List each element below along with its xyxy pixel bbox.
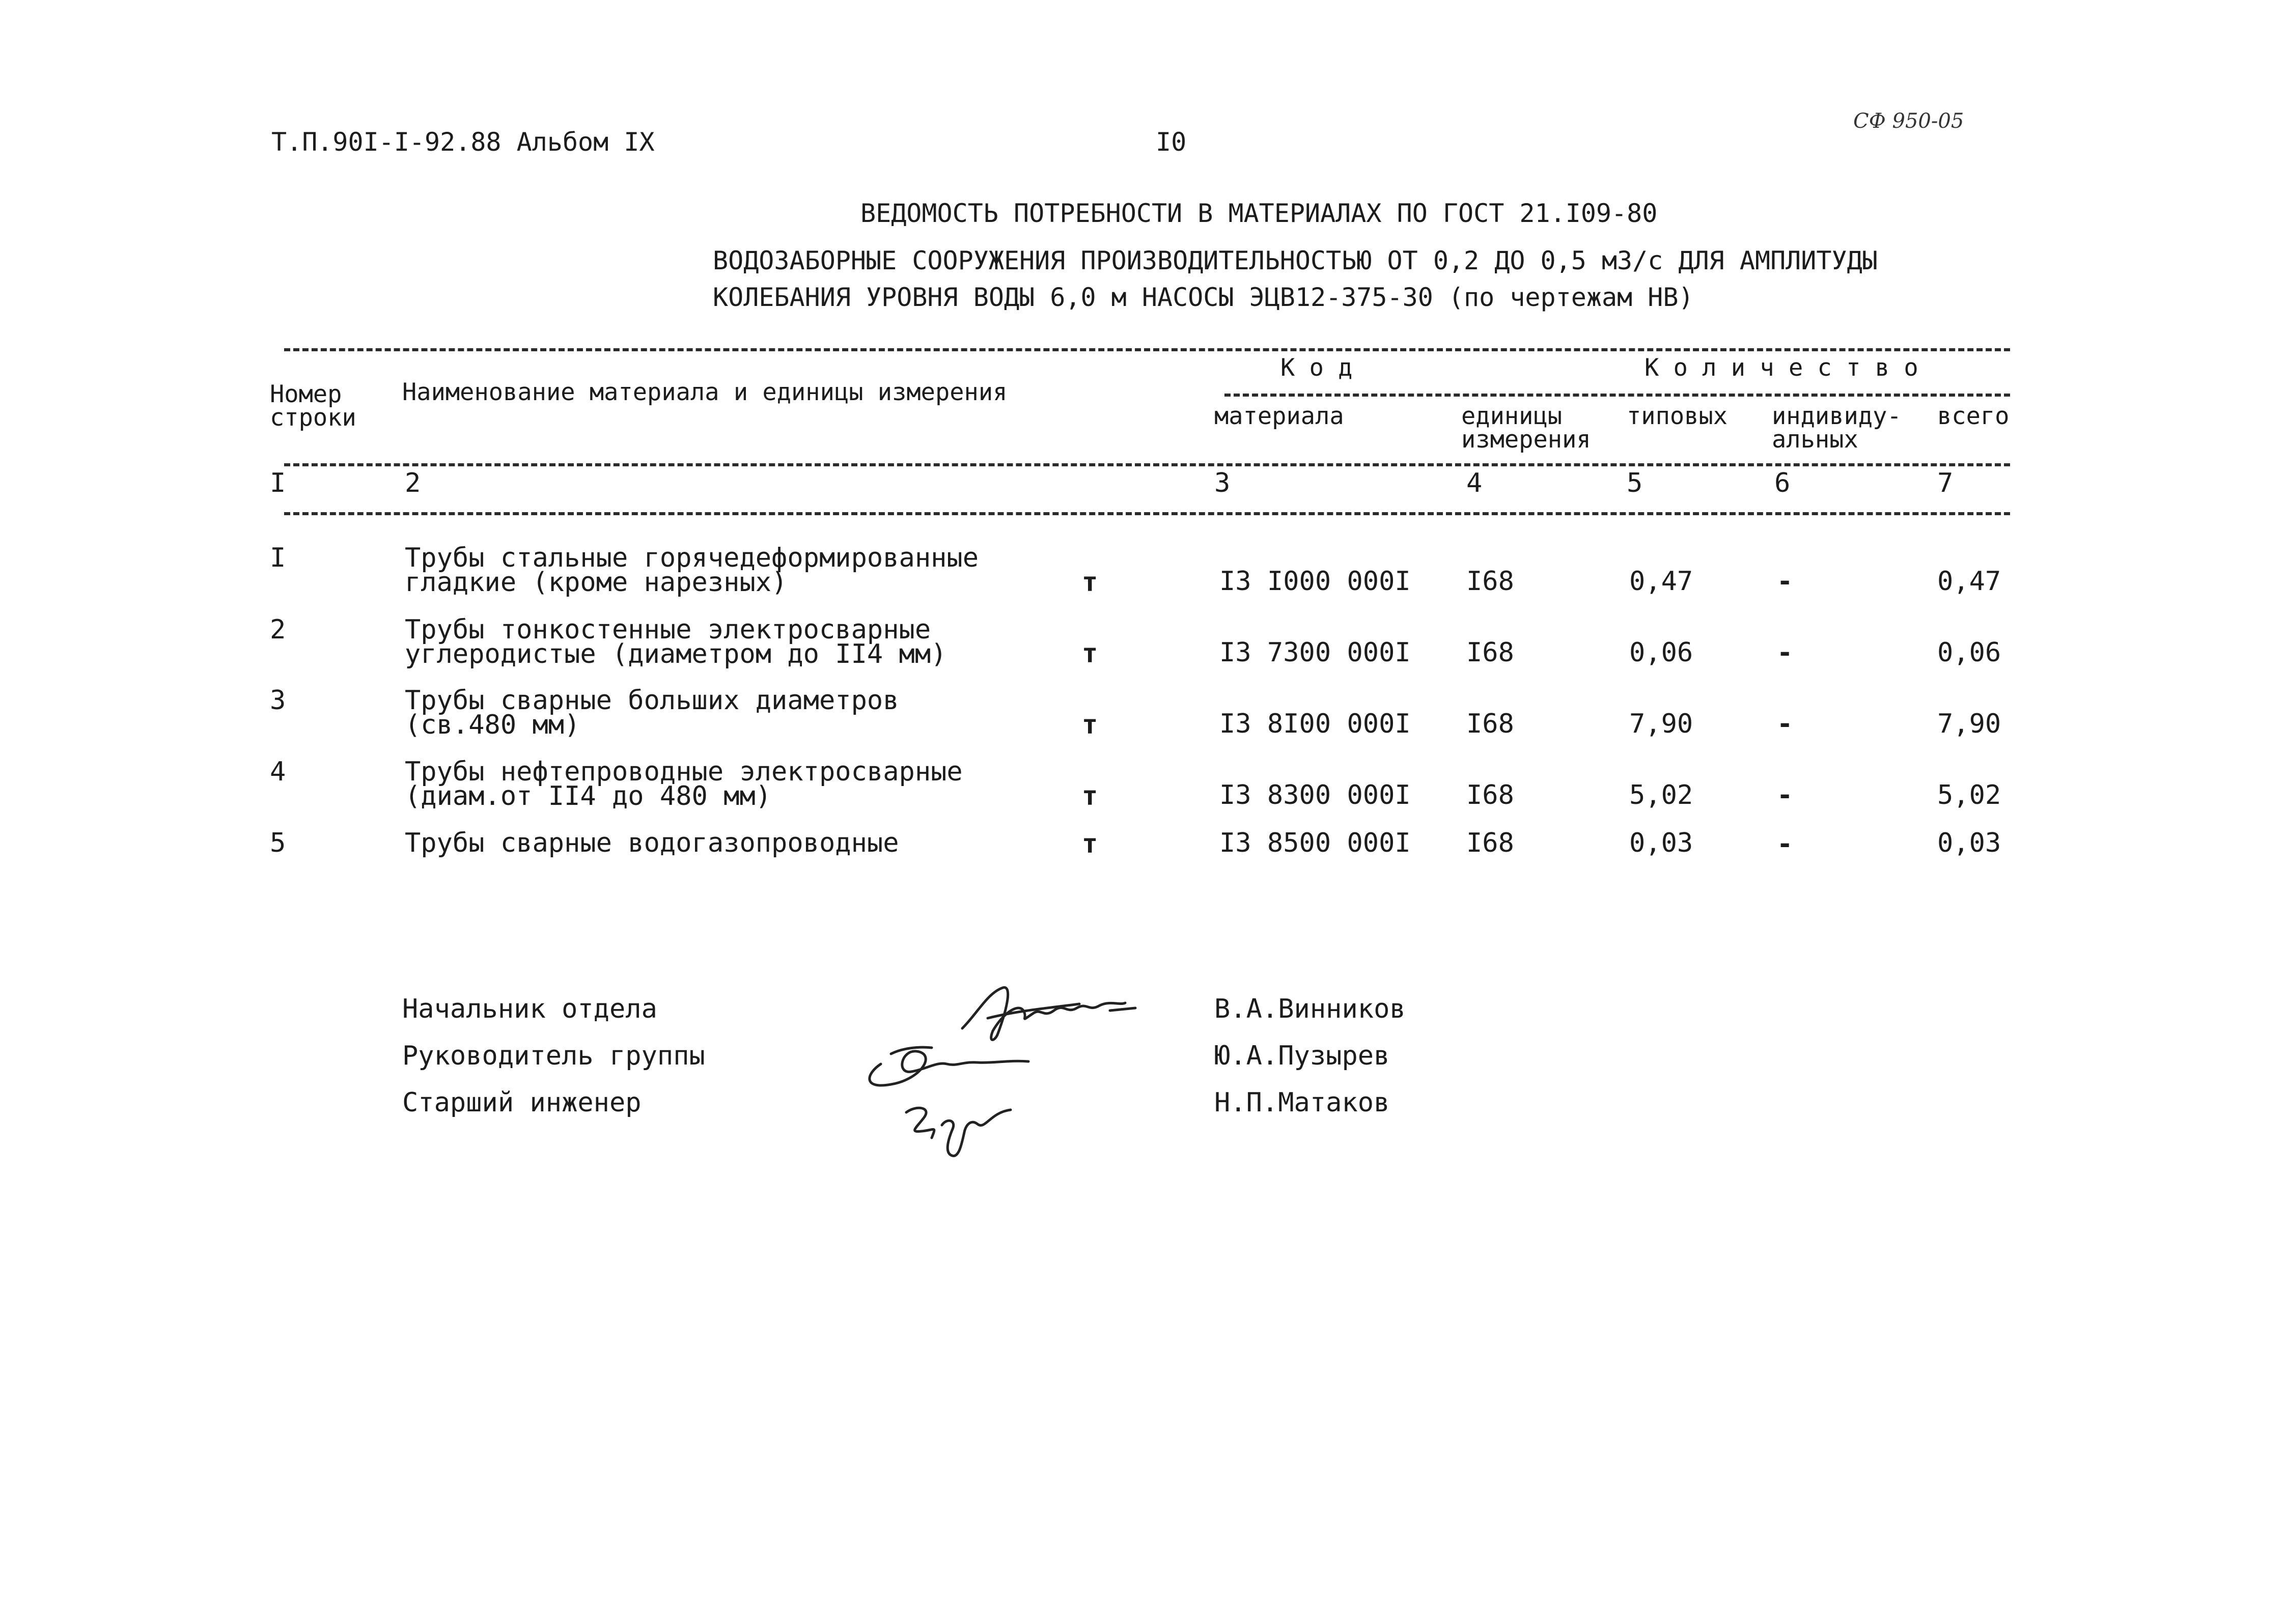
table-top-rule [284,348,2010,351]
document-code: Т.П.90І-І-92.88 Альбом IX [271,127,655,157]
header-code-group: К о д [1280,354,1353,382]
unit-code: І68 [1466,709,1514,739]
header-code-unit: единицы измерения [1461,402,1591,454]
row-number: 2 [270,614,286,645]
quantity-individual: - [1777,780,1793,810]
signature-3 [901,1095,1034,1161]
quantity-individual: - [1777,566,1793,597]
quantity-total: 0,03 [1937,828,2001,858]
column-number-3: 3 [1214,468,1231,498]
signer-name: В.А.Винников [1214,994,1406,1024]
signer-name: Н.П.Матаков [1214,1087,1390,1118]
table-header-rule [284,463,2010,466]
material-code: І3 7300 000І [1219,637,1411,668]
column-number-6: 6 [1774,468,1791,498]
unit-code: І68 [1466,637,1514,668]
quantity-individual: - [1777,709,1793,739]
page-number: І0 [1156,127,1187,157]
unit-letter: т [1082,781,1098,811]
header-quantity-total: всего [1937,402,2010,430]
unit-letter: т [1082,829,1098,859]
quantity-total: 0,47 [1937,566,2001,597]
material-code: І3 8500 000І [1219,828,1411,858]
header-material-name: Наименование материала и единицы измерения [402,378,1008,406]
signer-role: Начальник отдела [402,994,657,1024]
unit-code: І68 [1466,566,1514,597]
document-title: ВЕДОМОСТЬ ПОТРЕБНОСТИ В МАТЕРИАЛАХ ПО ГОСТ 21.І09-80 [860,199,1658,228]
unit-letter: т [1082,567,1098,598]
quantity-typical: 0,47 [1629,566,1693,597]
header-row-number: Номер строки [270,380,356,432]
signer-role: Руководитель группы [402,1041,705,1071]
signature-2 [860,1033,1054,1095]
table-group-rule [1224,394,2010,397]
row-number: І [270,543,286,573]
quantity-total: 0,06 [1937,637,2001,668]
quantity-typical: 0,03 [1629,828,1693,858]
quantity-typical: 7,90 [1629,709,1693,739]
header-quantity-typical: типовых [1627,402,1728,430]
row-number: 5 [270,828,286,858]
row-number: 4 [270,757,286,787]
row-number: 3 [270,685,286,716]
material-name: Трубы стальные горячедеформированные гладкие (кроме нарезных) [405,543,979,598]
unit-letter: т [1082,638,1098,669]
material-code: І3 І000 000І [1219,566,1411,597]
material-name: Трубы тонкостенные электросварные углеродистые (диаметром до ІІ4 мм) [405,614,947,669]
header-quantity-individual: индивиду- альных [1772,402,1902,454]
column-number-7: 7 [1937,468,1954,498]
material-code: І3 8І00 000І [1219,709,1411,739]
document-subtitle-line1: ВОДОЗАБОРНЫЕ СООРУЖЕНИЯ ПРОИЗВОДИТЕЛЬНОСТЬЮ ОТ 0,2 ДО 0,5 м3/с ДЛЯ АМПЛИТУДЫ [713,246,1878,275]
quantity-individual: - [1777,829,1793,859]
quantity-individual: - [1777,637,1793,668]
header-code-material: материала [1214,402,1344,430]
signer-role: Старший инженер [402,1087,642,1118]
material-code: І3 8300 000І [1219,780,1411,810]
archive-number: СФ 950-05 [1853,109,1964,133]
column-number-2: 2 [405,468,421,498]
document-subtitle-line2: КОЛЕБАНИЯ УРОВНЯ ВОДЫ 6,0 м НАСОСЫ ЭЦВ12-375-30 (по чертежам НВ) [713,283,1694,312]
unit-code: І68 [1466,780,1514,810]
quantity-typical: 0,06 [1629,637,1693,668]
quantity-total: 7,90 [1937,709,2001,739]
material-name: Трубы нефтепроводные электросварные (диам.от ІІ4 до 480 мм) [405,757,963,811]
material-name: Трубы сварные водогазопроводные [405,828,899,858]
column-number-4: 4 [1466,468,1483,498]
column-number-1: І [270,468,286,498]
column-number-5: 5 [1627,468,1643,498]
material-name: Трубы сварные больших диаметров (св.480 мм) [405,685,899,740]
signer-name: Ю.А.Пузырев [1214,1041,1390,1071]
unit-code: І68 [1466,828,1514,858]
quantity-typical: 5,02 [1629,780,1693,810]
table-numbers-rule [284,512,2010,515]
quantity-total: 5,02 [1937,780,2001,810]
header-quantity-group: К о л и ч е с т в о [1645,354,1918,382]
unit-letter: т [1082,710,1098,740]
